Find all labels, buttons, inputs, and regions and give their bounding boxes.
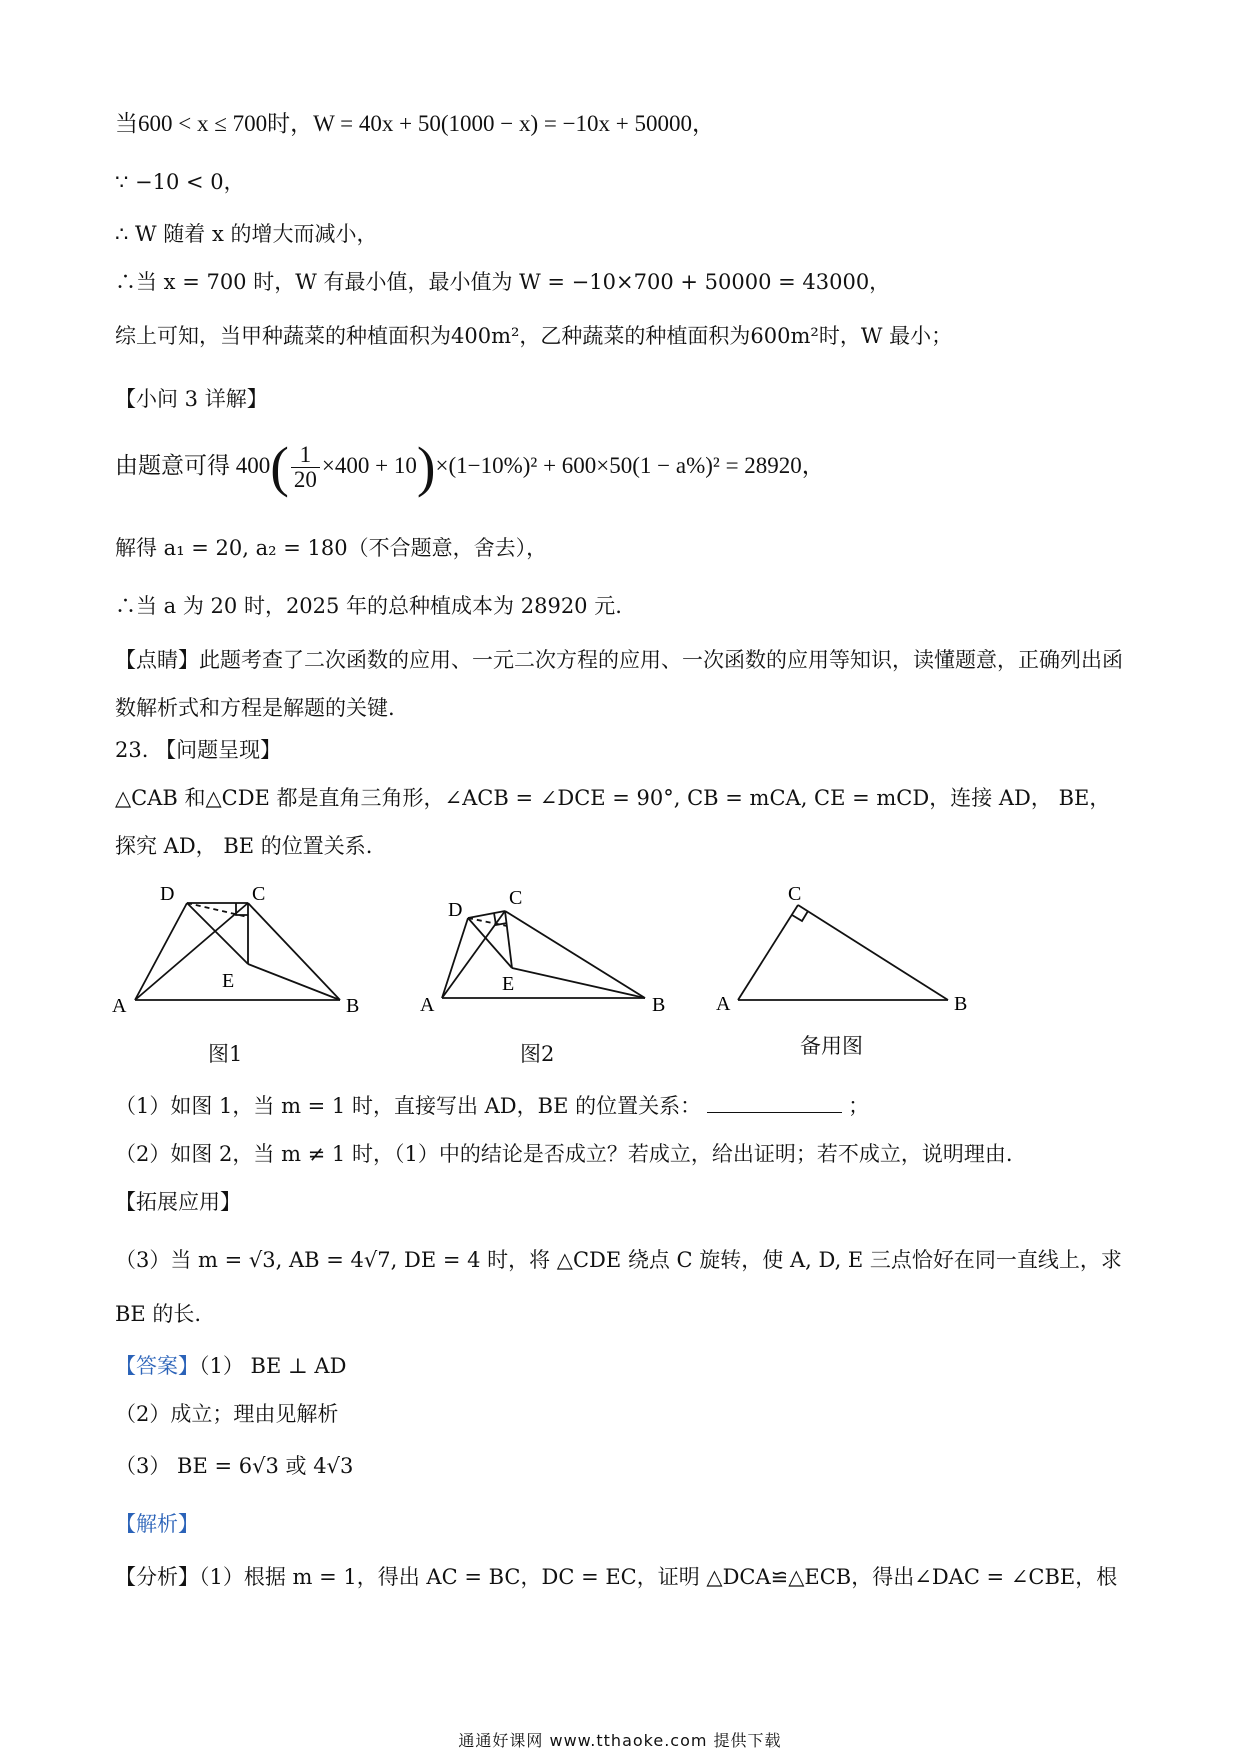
line-total-cost: ∴当 a 为 20 时，2025 年的总种植成本为 28920 元. <box>115 594 622 618</box>
question-1-end: ； <box>848 1094 870 1118</box>
line-conclusion: 综上可知，当甲种蔬菜的种植面积为400m²，乙种蔬菜的种植面积为600m²时，W 最小； <box>115 324 953 348</box>
fraction <box>291 443 320 492</box>
question-3: （3）当 m = √3, AB = 4√7, DE = 4 时，将 △CDE 绕点 C 旋转，使 A, D, E 三点恰好在同一直线上，求 <box>115 1248 1122 1272</box>
fig2-label-a: A <box>420 994 435 1016</box>
answer-blank <box>707 1094 842 1113</box>
analysis-tag: 【解析】 <box>115 1512 199 1536</box>
fig3-label-b: B <box>954 993 968 1015</box>
equation-mid: ×400 + 10 <box>321 453 417 478</box>
fig1-edge-ad <box>135 903 187 1000</box>
fig2-label-e: E <box>502 973 515 995</box>
footer-source: 通通好课网 www.tthaoke.com 提供下载 <box>458 1731 782 1750</box>
figure-2 <box>420 880 680 1025</box>
answer-1-text: （1） BE ⊥ AD <box>199 1354 347 1378</box>
fig2-edge-eb <box>512 968 645 998</box>
line-equation <box>115 436 825 499</box>
fig2-label-b: B <box>652 994 666 1016</box>
answer-1 <box>115 1350 346 1382</box>
fenxi-text: （1）根据 m = 1，得出 AC = BC，DC = EC，证明 △DCA≌△ECB，得出∠DAC = ∠CBE，根 <box>199 1565 1118 1589</box>
fig1-label-a: A <box>112 995 127 1017</box>
answer-3: （3） BE = 6√3 或 4√3 <box>115 1454 354 1478</box>
equation-post: ×(1−10%)² + 600×50(1 − a%)² = 28920， <box>435 453 825 478</box>
fraction-numerator: 1 <box>291 443 320 468</box>
fig3-edge-ac <box>738 905 798 1000</box>
equation-pre: 由题意可得 400 <box>115 453 271 478</box>
line-solution: 解得 a₁ = 20, a₂ = 180（不合题意，舍去）， <box>115 536 548 560</box>
fig3-label-a: A <box>716 993 731 1015</box>
fig1-label-b: B <box>346 995 360 1017</box>
fig3-label-c: C <box>788 883 802 905</box>
paren-open: ( <box>270 436 289 499</box>
question-1 <box>115 1090 869 1122</box>
line-coef-negative: ∵ −10 < 0， <box>115 170 245 194</box>
fig1-edge-cb <box>248 903 340 1000</box>
fenxi-tag: 【分析】 <box>115 1565 199 1589</box>
fig1-label-d: D <box>160 883 175 905</box>
fig1-edge-eb <box>248 964 340 1000</box>
problem-23-heading: 23. 【问题呈现】 <box>115 738 282 762</box>
answer-tag: 【答案】 <box>115 1354 199 1378</box>
fig3-edge-cb <box>798 905 948 1000</box>
fig3-right-angle-mark <box>792 911 808 921</box>
figure-backup <box>710 870 980 1015</box>
question-3-cont: BE 的长. <box>115 1302 202 1326</box>
paren-close: ) <box>416 436 436 499</box>
fraction-denominator: 20 <box>293 467 317 493</box>
problem-statement: △CAB 和△CDE 都是直角三角形，∠ACB = ∠DCE = 90°, CB = mCA, CE = mCD，连接 AD， BE， <box>115 786 1111 810</box>
fig2-edge-cb <box>505 911 645 998</box>
fig2-edge-ad <box>442 918 468 998</box>
line-minimum-value: ∴当 x = 700 时，W 有最小值，最小值为 W = −10×700 + 50000 = 43000， <box>115 270 891 294</box>
fig2-label-d: D <box>448 899 463 921</box>
fig1-edge-de <box>187 903 248 964</box>
fig1-label-e: E <box>222 970 235 992</box>
question-1-text: （1）如图 1，当 m = 1 时，直接写出 AD，BE 的位置关系： <box>115 1094 702 1118</box>
answer-2: （2）成立；理由见解析 <box>115 1402 339 1426</box>
line-case-600-700: 当600 < x ≤ 700时，W = 40x + 50(1000 − x) = −10x + 50000， <box>115 111 716 136</box>
fig2-label-c: C <box>509 887 523 909</box>
fig1-label-c: C <box>252 883 266 905</box>
question-2: （2）如图 2，当 m ≠ 1 时，（1）中的结论是否成立？若成立，给出证明；若不成立，说明理由. <box>115 1142 1013 1166</box>
line-comment: 【点睛】此题考查了二次函数的应用、一元二次方程的应用、一次函数的应用等知识，读懂题意，正确列出函数解析式和方程是解题的关键. <box>115 648 1123 720</box>
problem-explore: 探究 AD， BE 的位置关系. <box>115 834 373 858</box>
analysis-line <box>115 1561 1117 1593</box>
fig2-caption: 图2 <box>520 1042 555 1066</box>
extension-heading: 【拓展应用】 <box>115 1190 241 1214</box>
figure-1 <box>110 880 370 1025</box>
fig3-caption: 备用图 <box>800 1034 863 1058</box>
line-decreasing: ∴ W 随着 x 的增大而减小， <box>115 222 378 246</box>
sub-question-3-heading: 【小问 3 详解】 <box>115 387 268 411</box>
fig2-edge-ce <box>505 911 512 968</box>
fig1-caption: 图1 <box>208 1042 243 1066</box>
fig2-edge-dc <box>468 911 505 918</box>
